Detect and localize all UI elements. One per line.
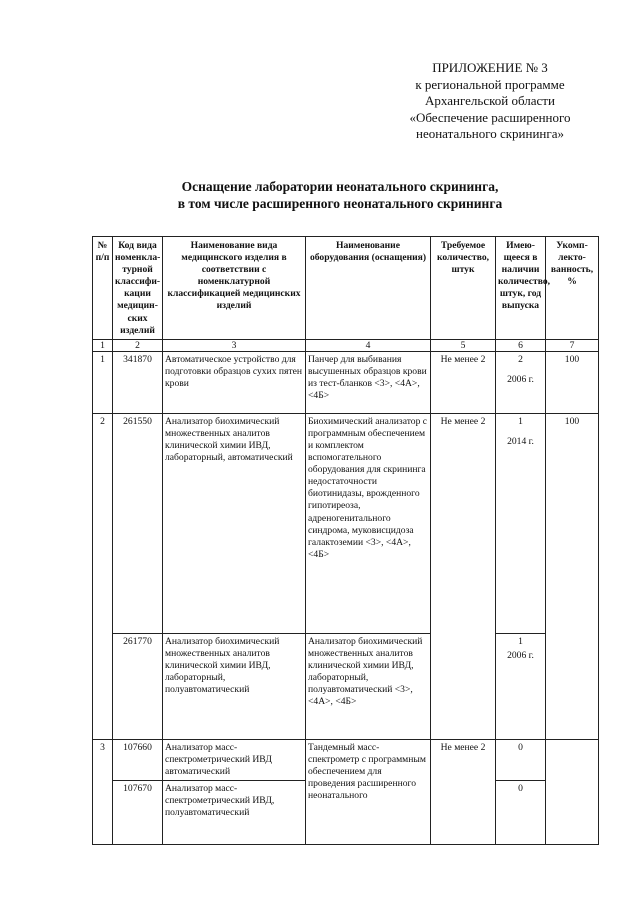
- row-num: 1: [93, 351, 113, 413]
- header-equipment: Наименование оборудования (оснащения): [306, 237, 431, 340]
- row-equipment: Тандемный масс-спектрометр с программным обеспечением для проведения расширенного неонатального: [306, 739, 431, 844]
- appendix-line: «Обеспечение расширенного: [409, 109, 571, 125]
- table-row: [93, 739, 599, 780]
- row-type: Анализатор биохимический множественных аналитов клинической химии ИВД, лабораторный, автоматический: [163, 413, 306, 633]
- row-available: [496, 351, 546, 413]
- row-equipment: Анализатор биохимический множественных аналитов клинической химии ИВД, лабораторный, полуавтоматический <3>, <4А>, <4Б>: [306, 633, 431, 739]
- row-completeness: 100: [546, 413, 599, 739]
- row-code: 261550: [113, 413, 163, 633]
- row-equipment: Биохимический анализатор с программным обеспечением и комплектом вспомогательного оборудования для скрининга недостаточности биотинидазы, врожденного гипотиреоза, адреногенитального синдрома, муковисцидоза галактоземии <3>, <4А>, <4Б>: [306, 413, 431, 633]
- row-completeness: 100: [546, 351, 599, 413]
- row-code: 341870: [113, 351, 163, 413]
- table-row: [93, 413, 599, 633]
- row-available: 0: [496, 739, 546, 780]
- row-type: Автоматическое устройство для подготовки образцов сухих пятен крови: [163, 351, 306, 413]
- row-completeness: [546, 739, 599, 844]
- row-code: 107660: [113, 739, 163, 780]
- document-title: [90, 178, 590, 212]
- title-line: Оснащение лаборатории неонатального скрининга,: [181, 179, 499, 194]
- appendix-number: ПРИЛОЖЕНИЕ № 3: [432, 60, 548, 75]
- row-required: Не менее 2: [431, 739, 496, 844]
- column-numbers-row: [93, 339, 599, 351]
- appendix-header: [380, 60, 600, 143]
- available-count: 1: [518, 635, 523, 647]
- available-count: 2: [518, 353, 523, 365]
- row-available: [496, 413, 546, 633]
- available-year: 2014 г.: [507, 435, 534, 447]
- table-row: [93, 351, 599, 413]
- row-type: Анализатор масс-спектрометрический ИВД, полуавтоматический: [163, 781, 306, 845]
- row-num: 3: [93, 739, 113, 844]
- header-required: Требуемое количество, штук: [431, 237, 496, 340]
- appendix-line: к региональной программе: [415, 76, 565, 92]
- row-required: Не менее 2: [431, 351, 496, 413]
- row-required: Не менее 2: [431, 413, 496, 739]
- equipment-table: [92, 236, 599, 845]
- row-available: 0: [496, 781, 546, 845]
- column-number: 1: [93, 339, 113, 351]
- row-num: 2: [93, 413, 113, 739]
- header-completeness: Укомп-лекто-ванность, %: [546, 237, 599, 340]
- column-number: 4: [306, 339, 431, 351]
- column-number: 6: [496, 339, 546, 351]
- header-num: № п/п: [93, 237, 113, 340]
- row-available: [496, 633, 546, 739]
- header-code: Код вида номенкла-турной классифи-кации медицин-ских изделий: [113, 237, 163, 340]
- available-year: 2006 г.: [507, 373, 534, 385]
- appendix-line: неонатального скрининга»: [416, 126, 564, 141]
- column-number: 3: [163, 339, 306, 351]
- table-row: [93, 633, 599, 739]
- header-type: Наименование вида медицинского изделия в соответствии с номенклатурной классификацией медицинских изделий: [163, 237, 306, 340]
- row-type: Анализатор биохимический множественных аналитов клинической химии ИВД, лабораторный, полуавтоматический: [163, 633, 306, 739]
- row-equipment: Панчер для выбивания высушенных образцов крови из тест-бланков <3>, <4А>, <4Б>: [306, 351, 431, 413]
- column-number: 7: [546, 339, 599, 351]
- available-year: 2006 г.: [507, 649, 534, 661]
- available-count: 1: [518, 415, 523, 427]
- column-number: 5: [431, 339, 496, 351]
- title-line: в том числе расширенного неонатального скрининга: [177, 196, 503, 211]
- row-type: Анализатор масс-спектрометрический ИВД автоматический: [163, 739, 306, 780]
- header-available: Имею-щееся в наличии количество, штук, год выпуска: [496, 237, 546, 340]
- column-number: 2: [113, 339, 163, 351]
- row-code: 107670: [113, 781, 163, 845]
- appendix-line: Архангельской области: [425, 93, 555, 108]
- row-code: 261770: [113, 633, 163, 739]
